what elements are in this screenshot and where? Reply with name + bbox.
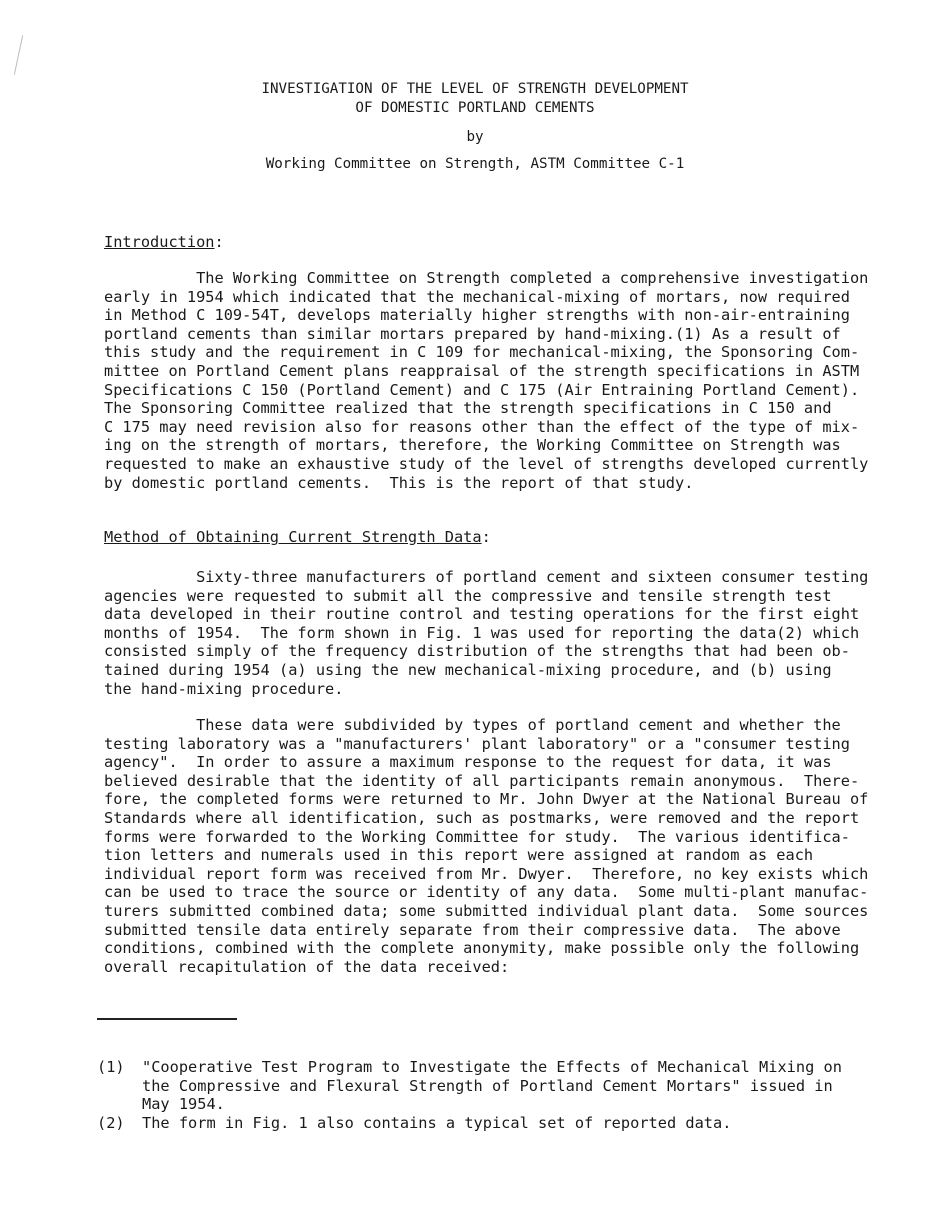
footnote-1-line: the Compressive and Flexural Strength of Portland Cement Mortars" issued in: [142, 1076, 833, 1095]
intro-line: in Method C 109-54T, develops materially higher strengths with non-air-entraining: [104, 306, 850, 325]
method-p2-line: believed desirable that the identity of all participants remain anonymous. There-: [104, 771, 860, 790]
method-p2-line: can be used to trace the source or identity of any data. Some multi-plant manufac-: [104, 883, 869, 902]
method-p2-line: These data were subdivided by types of portland cement and whether the: [104, 716, 841, 734]
method-p1-line: consisted simply of the frequency distribution of the strengths that had been ob-: [104, 642, 850, 661]
footnote-2: [97, 1114, 732, 1170]
method-p2-line: individual report form was received from Mr. Dwyer. Therefore, no key exists which: [104, 864, 869, 883]
method-p2-line: agency". In order to assure a maximum response to the request for data, it was: [104, 753, 832, 772]
method-p1-line: the hand-mixing procedure.: [104, 679, 344, 698]
intro-line: Specifications C 150 (Portland Cement) and C 175 (Air Entraining Portland Cement).: [104, 380, 860, 399]
footnote-2-line: The form in Fig. 1 also contains a typical set of reported data.: [142, 1114, 732, 1132]
method-p2-line: overall recapitulation of the data received:: [104, 957, 510, 976]
method-heading-text: Method of Obtaining Current Strength Data: [104, 528, 482, 546]
author-line: Working Committee on Strength, ASTM Committee C-1: [265, 156, 685, 172]
method-p2-line: testing laboratory was a "manufacturers' plant laboratory" or a "consumer testing: [104, 734, 850, 753]
intro-line: mittee on Portland Cement plans reappraisal of the strength specifications in ASTM: [104, 361, 860, 380]
footnote-1: [97, 1058, 842, 1114]
intro-heading: Introduction:: [104, 233, 224, 251]
intro-heading-text: Introduction: [104, 233, 215, 251]
footnote-2-text: [142, 1114, 731, 1133]
method-p2-line: Standards where all identification, such as postmarks, were removed and the report: [104, 808, 860, 827]
method-p2-line: turers submitted combined data; some submitted individual plant data. Some sources: [104, 901, 869, 920]
intro-line: The Working Committee on Strength completed a comprehensive investigation: [104, 269, 869, 287]
method-p2-line: fore, the completed forms were returned to Mr. John Dwyer at the National Bureau of: [104, 790, 869, 809]
method-p1-line: tained during 1954 (a) using the new mechanical-mixing procedure, and (b) using: [104, 660, 832, 679]
scan-mark: [14, 35, 24, 75]
intro-line: early in 1954 which indicated that the mechanical-mixing of mortars, now required: [104, 287, 850, 306]
method-p1-line: months of 1954. The form shown in Fig. 1 was used for reporting the data(2) which: [104, 623, 860, 642]
method-p1-line: agencies were requested to submit all the compressive and tensile strength test: [104, 586, 832, 605]
method-p1-line: data developed in their routine control and testing operations for the first eight: [104, 605, 860, 624]
intro-line: portland cements than similar mortars prepared by hand-mixing.(1) As a result of: [104, 324, 841, 343]
title-line-2: OF DOMESTIC PORTLAND CEMENTS: [355, 100, 595, 116]
title-line-1: INVESTIGATION OF THE LEVEL OF STRENGTH DEVELOPMENT: [261, 81, 689, 97]
intro-line: ing on the strength of mortars, therefore, the Working Committee on Strength was: [104, 436, 841, 455]
intro-paragraph: [104, 269, 868, 492]
method-p2-line: submitted tensile data entirely separate from their compressive data. The above: [104, 920, 841, 939]
footnote-rule: [97, 1018, 237, 1020]
intro-line: C 175 may need revision also for reasons other than the effect of the type of mix-: [104, 417, 860, 436]
footnote-2-number: (2): [97, 1114, 125, 1132]
intro-line: this study and the requirement in C 109 for mechanical-mixing, the Sponsoring Com-: [104, 343, 860, 362]
method-p2-line: forms were forwarded to the Working Committee for study. The various identifica-: [104, 827, 850, 846]
method-heading: Method of Obtaining Current Strength Data:: [104, 528, 491, 546]
footnote-1-line: "Cooperative Test Program to Investigate the Effects of Mechanical Mixing on: [142, 1058, 842, 1076]
method-p2-line: conditions, combined with the complete anonymity, make possible only the following: [104, 939, 860, 958]
method-paragraph-2: [104, 716, 868, 976]
footnote-1-text: [142, 1058, 842, 1114]
method-p1-line: Sixty-three manufacturers of portland cement and sixteen consumer testing: [104, 568, 869, 586]
intro-line: by domestic portland cements. This is the report of that study.: [104, 473, 694, 492]
method-p2-line: tion letters and numerals used in this report were assigned at random as each: [104, 846, 814, 865]
by-line: by: [466, 129, 484, 145]
intro-line: The Sponsoring Committee realized that the strength specifications in C 150 and: [104, 399, 832, 418]
footnote-1-line: May 1954.: [142, 1095, 225, 1114]
footnote-1-number: (1): [97, 1058, 125, 1076]
intro-line: requested to make an exhaustive study of the level of strengths developed currently: [104, 454, 869, 473]
method-paragraph-1: [104, 568, 868, 698]
